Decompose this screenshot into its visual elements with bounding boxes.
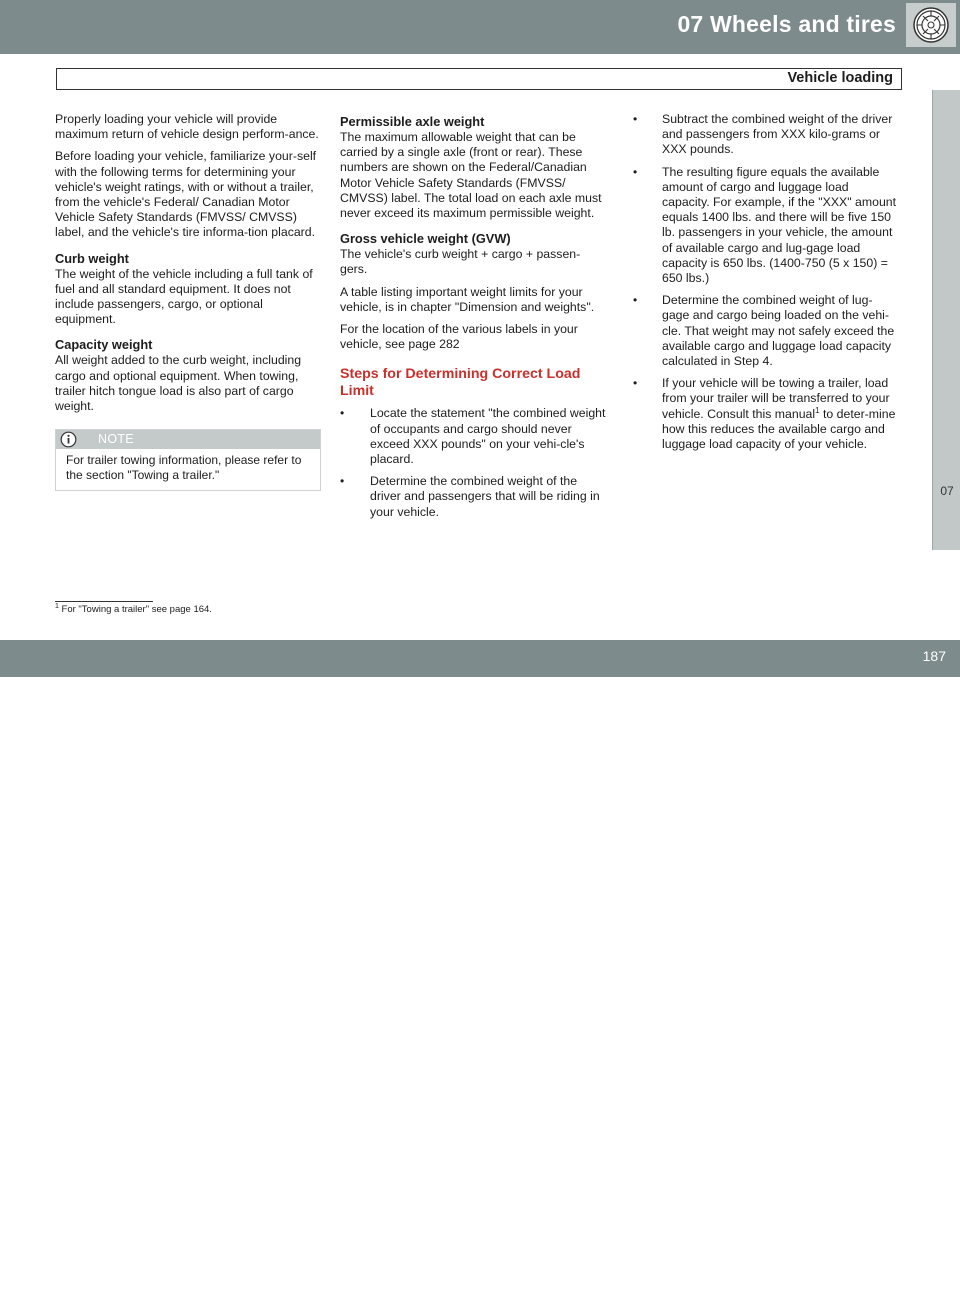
- gvw-heading: Gross vehicle weight (GVW): [340, 231, 511, 247]
- load-limit-steps-heading: Steps for Determining Correct Load Limit: [340, 366, 581, 400]
- page-number: 187: [922, 648, 946, 664]
- curb-weight-heading: Curb weight: [55, 250, 129, 266]
- note-box: [55, 429, 321, 491]
- section-header: [56, 68, 902, 90]
- terms-paragraph: Before loading your vehicle, familiarize your-self with the following terms for determining your vehicle's weight ratings, with or without a trailer, from the vehicle's Federal/ Canadian Motor Vehicle Safety Standards (FMVSS/ CMVSS) label, and the vehicle's tire informa-tion placard.: [55, 149, 317, 240]
- section-title: Vehicle loading: [787, 70, 893, 86]
- note-header: [56, 430, 320, 449]
- bullet-icon: •: [633, 164, 638, 179]
- list-item: • Subtract the combined weight of the driver and passengers from XXX kilo-grams or XXX pounds.: [633, 112, 893, 157]
- watermark: carmanualsonline.info: [540, 1285, 784, 1310]
- capacity-weight-heading: Capacity weight: [55, 337, 153, 353]
- list-item: • Determine the combined weight of lug-gage and cargo being loaded on the vehi-cle. That weight may not safely exceed the available cargo and luggage load capacity calculated in Step 4.: [633, 293, 895, 369]
- list-item: • Locate the statement "the combined weight of occupants and cargo should never exceed XXX pounds" on your vehi-cle's placard.: [340, 406, 606, 467]
- curb-weight-text: The weight of the vehicle including a full tank of fuel and all standard equipment. It does not include passengers, cargo, or optional equipment.: [55, 266, 313, 327]
- footnote-reference[interactable]: 1: [815, 405, 820, 415]
- info-icon: [60, 431, 77, 448]
- footnote-text: For "Towing a trailer" see page 164.: [61, 604, 212, 615]
- text-column-3: [633, 112, 899, 459]
- list-item: • If your vehicle will be towing a trailer, load from your trailer will be transferred to your vehicle. Consult this manual$^1$ to deter-mine how this reduces the available cargo and luggage load capacity of your vehicle.: [633, 376, 896, 452]
- intro-paragraph: Properly loading your vehicle will provide maximum return of vehicle design perform-ance.: [55, 112, 319, 142]
- steps-list-part-2: [633, 112, 899, 452]
- text-column-2: [340, 112, 606, 527]
- weight-table-reference: A table listing important weight limits for your vehicle, is in chapter "Dimension and weights".: [340, 284, 595, 314]
- footer-bar: [0, 640, 960, 1310]
- steps-list-part-1: [340, 406, 606, 519]
- chapter-tab-label: 07: [940, 484, 954, 498]
- footnote: [55, 604, 212, 615]
- tire-icon: [906, 3, 956, 47]
- axle-weight-heading: Permissible axle weight: [340, 114, 485, 129]
- labels-location-text: For the location of the various labels in your vehicle, see page 282: [340, 322, 578, 352]
- chapter-header-bar: [0, 0, 960, 54]
- note-label: NOTE: [98, 432, 134, 447]
- axle-weight-text: The maximum allowable weight that can be carried by a single axle (front or rear). These numbers are shown on the Federal/Canadian Motor Vehicle Safety Standards (FMVSS/ CMVSS) label. The total load on each axle must never exceed its maximum permissible weight.: [340, 130, 602, 221]
- text-column-1: [55, 112, 321, 491]
- note-text: For trailer towing information, please refer to the section "Towing a trailer.": [66, 453, 302, 482]
- chapter-side-tab[interactable]: [932, 90, 960, 550]
- chapter-title: 07 Wheels and tires: [677, 11, 896, 37]
- gvw-text: The vehicle's curb weight + cargo + passen-gers.: [340, 247, 581, 277]
- bullet-icon: •: [633, 112, 638, 126]
- bullet-icon: •: [340, 406, 345, 421]
- footnote-divider: [55, 601, 153, 602]
- bullet-icon: •: [633, 376, 638, 391]
- capacity-weight-text: All weight added to the curb weight, including cargo and optional equipment. When towing, trailer hitch tongue load is also part of cargo weight.: [55, 353, 302, 414]
- bullet-icon: •: [633, 293, 638, 308]
- bullet-icon: •: [340, 474, 345, 489]
- list-item: • Determine the combined weight of the driver and passengers that will be riding in your vehicle.: [340, 474, 600, 519]
- list-item: • The resulting figure equals the available amount of cargo and luggage load capacity. For example, if the "XXX" amount equals 1400 lbs. and there will be five 150 lb. passengers in your vehicle, the amount of available cargo and lug-gage load capacity is 650 lbs. (1400-750 (5 x 150) = 650 lbs.): [633, 164, 897, 286]
- footnote-number: 1: [55, 602, 59, 610]
